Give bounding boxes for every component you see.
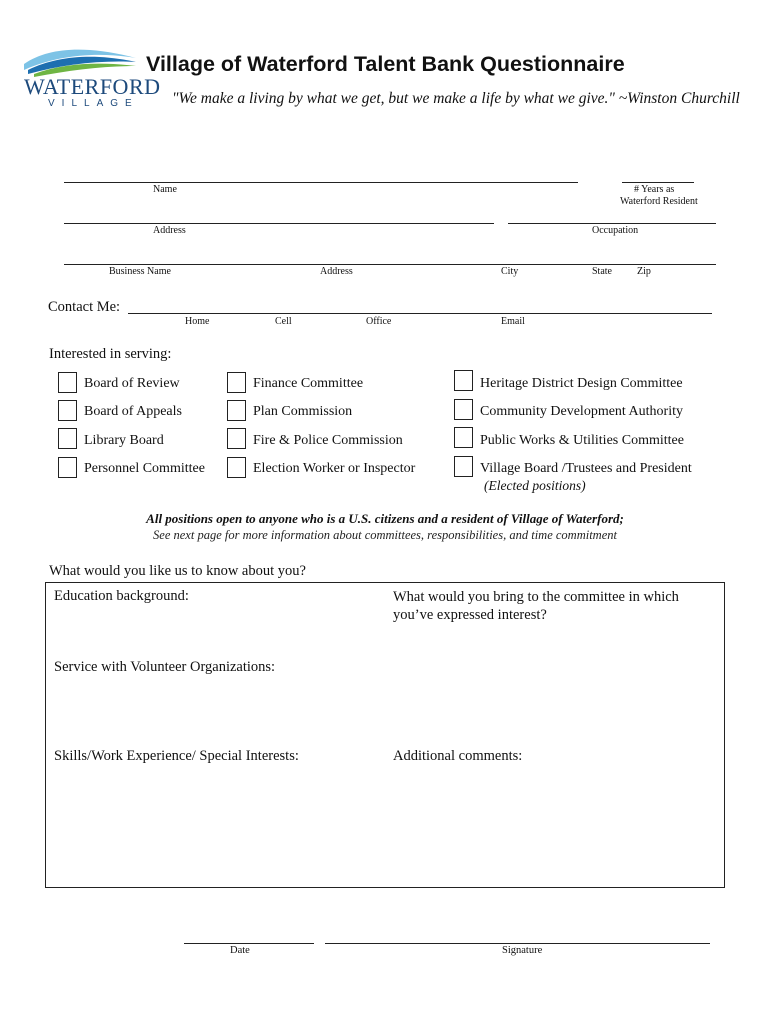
address-line[interactable] [64,223,494,224]
option-public-works: Public Works & Utilities Committee [480,433,684,448]
contact-email-label: Email [501,316,525,327]
checkbox-board-of-review[interactable] [58,372,77,393]
option-fire-police-commission: Fire & Police Commission [253,433,403,448]
checkbox-heritage-district[interactable] [454,370,473,391]
churchill-quote: "We make a living by what we get, but we make a life by what we give." ~Winston Churchill [172,90,740,107]
contact-home-label: Home [185,316,210,327]
option-heritage-district: Heritage District Design Committee [480,376,683,391]
checkbox-fire-police-commission[interactable] [227,428,246,449]
date-label: Date [230,945,250,956]
city-label: City [501,266,519,277]
zip-label: Zip [637,266,651,277]
option-board-of-review: Board of Review [84,376,180,391]
state-label: State [592,266,612,277]
contact-cell-label: Cell [275,316,292,327]
eligibility-note: All positions open to anyone who is a U.S. citizens and a resident of Village of Waterford; [146,511,624,526]
business-address-label: Address [320,266,353,277]
service-label: Service with Volunteer Organizations: [54,659,276,675]
checkbox-library-board[interactable] [58,428,77,449]
signature-label: Signature [502,945,543,956]
checkbox-board-of-appeals[interactable] [58,400,77,421]
address-label: Address [153,225,186,236]
waterford-logo [20,44,161,114]
option-plan-commission: Plan Commission [253,404,353,419]
contact-office-label: Office [366,316,392,327]
years-label-2: Waterford Resident [620,196,698,207]
checkbox-finance-committee[interactable] [227,372,246,393]
signature-line[interactable] [325,943,710,944]
about-question: What would you like us to know about you? [49,563,306,579]
service-field[interactable] [54,679,374,743]
bring-field[interactable] [393,627,713,739]
checkbox-community-development[interactable] [454,399,473,420]
logo-wave-icon [20,44,140,78]
checkbox-village-board[interactable] [454,456,473,477]
skills-field[interactable] [54,769,374,879]
education-field[interactable] [54,607,374,655]
option-village-board: Village Board /Trustees and President [480,461,692,476]
page-title: Village of Waterford Talent Bank Questionnaire [146,52,625,76]
skills-label: Skills/Work Experience/ Special Interests: [54,748,299,764]
option-finance-committee: Finance Committee [253,376,364,391]
option-board-of-appeals: Board of Appeals [84,404,182,419]
checkbox-personnel-committee[interactable] [58,457,77,478]
about-box [45,582,725,888]
interest-heading: Interested in serving: [49,346,172,362]
logo-text: WATERFORD [24,74,161,99]
see-next-page-note: See next page for more information about committees, responsibilities, and time commitment [153,528,617,542]
logo-subtext: VILLAGE [48,98,139,109]
option-election-worker: Election Worker or Inspector [253,461,416,476]
option-library-board: Library Board [84,433,164,448]
option-community-development: Community Development Authority [480,404,683,419]
additional-label: Additional comments: [393,748,523,764]
years-label-1: # Years as [634,184,675,195]
checkbox-plan-commission[interactable] [227,400,246,421]
education-label: Education background: [54,588,189,604]
name-label: Name [153,184,177,195]
contact-line[interactable] [128,313,712,314]
business-line[interactable] [64,264,716,265]
checkbox-election-worker[interactable] [227,457,246,478]
additional-field[interactable] [393,769,713,879]
bring-label: What would you bring to the committee in which you’ve expressed interest? [393,589,679,623]
name-line[interactable] [64,182,578,183]
years-line[interactable] [622,182,694,183]
date-line[interactable] [184,943,314,944]
contact-label: Contact Me: [48,299,121,315]
checkbox-public-works[interactable] [454,427,473,448]
business-name-label: Business Name [109,266,171,277]
occupation-line[interactable] [508,223,716,224]
elected-positions-note: (Elected positions) [484,478,586,493]
occupation-label: Occupation [592,225,639,236]
option-personnel-committee: Personnel Committee [84,461,205,476]
